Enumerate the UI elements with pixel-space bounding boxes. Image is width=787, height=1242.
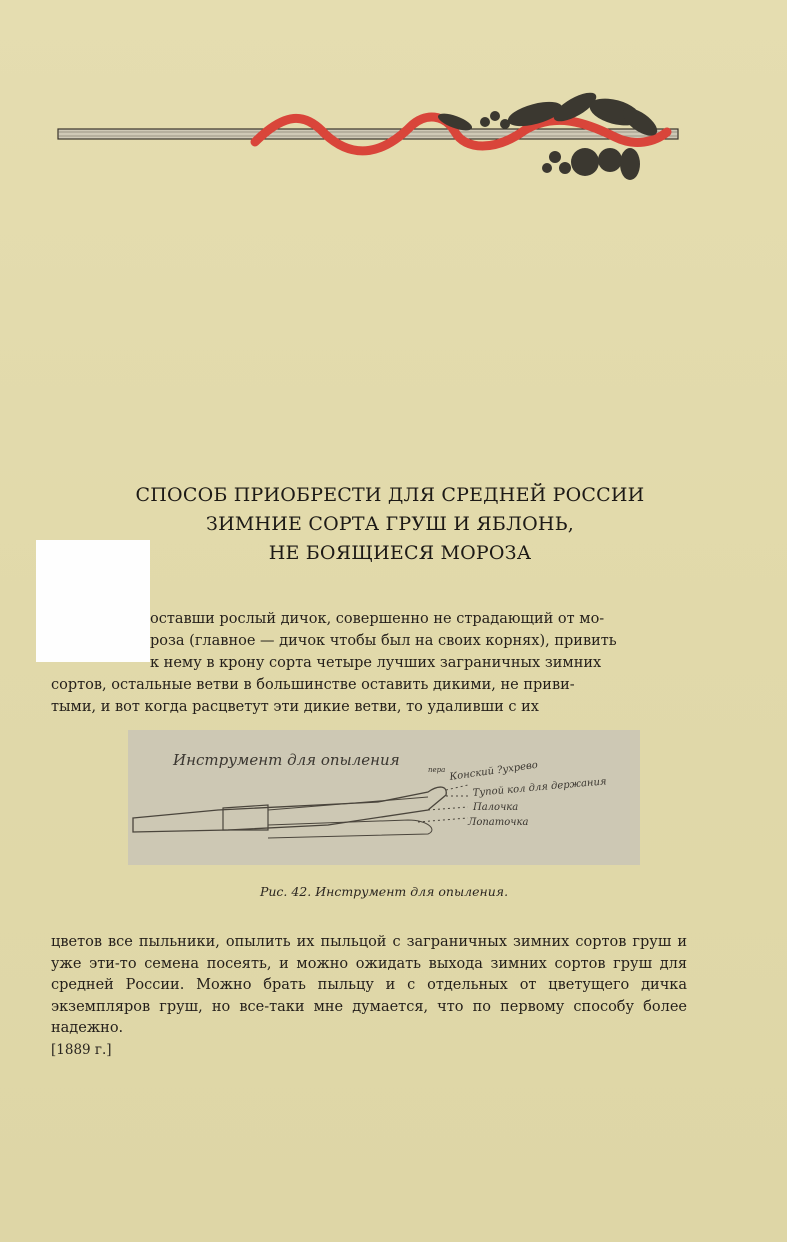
date-note: [1889 г.] [51,1042,112,1058]
sketch-label-1: пера [428,766,446,774]
figure-sketch [128,730,640,865]
title-line-2: ЗИМНИЕ СОРТА ГРУШ И ЯБЛОНЬ, [206,513,574,535]
paragraph1-line-4: сортов, остальные ветви в большинстве оставить дикими, не приви- [51,677,575,693]
paragraph1-line-1: оставши рослый дичок, совершенно не страдающий от мо- [150,611,605,627]
paragraph1-line-3: к нему в крону сорта четыре лучших заграничных зимних [150,655,602,671]
figure-caption: Рис. 42. Инструмент для опыления. [259,884,509,899]
drop-cap-placeholder [36,540,150,662]
title-line-1: СПОСОБ ПРИОБРЕСТИ ДЛЯ СРЕДНЕЙ РОССИИ [135,484,645,506]
sketch-label-2: Конский ?ухрево [448,759,539,783]
sketch-label-4: Палочка [473,802,519,813]
ornament-branch-icon [55,92,695,187]
sketch-title: Инструмент для опыления [173,751,400,769]
paragraph-2: цветов все пыльники, опылить их пыльцой с заграничных зимних сортов груш и уже эти-то семена посеять, и можно ожидать выхода зимних сортов груш для средней России. Можно брать пыльцу и с отдельных от цветущего дичка экземпляров груш, но все-таки мне думается, что по первому способу более надежно. [51,934,687,1036]
paragraph1-line-5: тыми, и вот когда расцветут эти дикие ветви, то удаливши с их [51,699,539,715]
paragraph1-line-2: роза (главное — дичок чтобы был на своих корнях), привить [150,633,617,649]
title-line-3: НЕ БОЯЩИЕСЯ МОРОЗА [268,542,532,564]
sketch-label-3: Тупой кол для держания [472,776,607,799]
sketch-label-5: Лопаточка [468,817,529,828]
